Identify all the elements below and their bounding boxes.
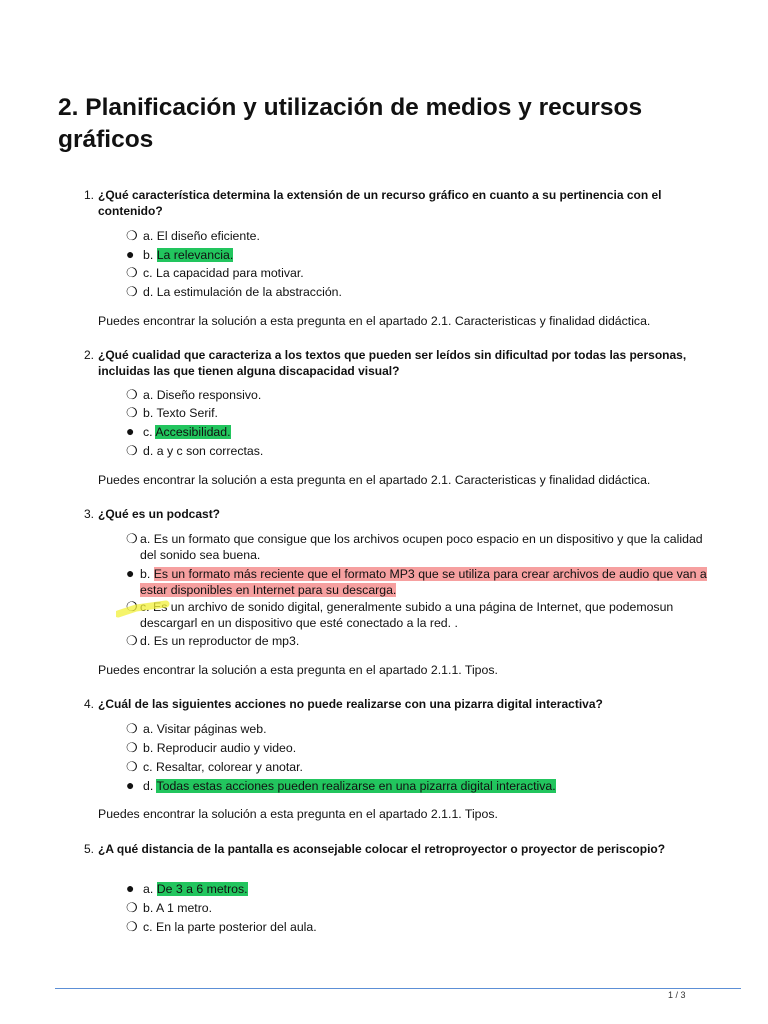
hint-text: Puedes encontrar la solución a esta pregunta en el apartado 2.1. Caracteristicas y finalidad didáctica. xyxy=(98,314,651,328)
radio-filled-icon: ● xyxy=(126,565,135,581)
radio-empty-icon: ❍ xyxy=(126,228,138,243)
page-number: 1 / 3 xyxy=(668,990,686,1000)
hint-text: Puedes encontrar la solución a esta pregunta en el apartado 2.1. Caracteristicas y finalidad didáctica. xyxy=(98,473,651,487)
question-text: ¿Qué cualidad que caracteriza a los textos que pueden ser leídos sin dificultad por todas las personas, incluidas las que tienen alguna discapacidad visual? xyxy=(98,348,687,378)
radio-filled-icon: ● xyxy=(126,246,135,262)
radio-empty-icon: ❍ xyxy=(126,531,138,546)
correct-answer-highlight: De 3 a 6 metros. xyxy=(156,882,248,896)
question-number: 4. xyxy=(84,697,95,711)
radio-empty-icon: ❍ xyxy=(126,405,138,420)
question-text: ¿Qué es un podcast? xyxy=(98,507,221,521)
correct-answer-highlight: Accesibilidad. xyxy=(155,425,231,439)
question-number: 5. xyxy=(84,842,95,856)
radio-empty-icon: ❍ xyxy=(126,919,138,934)
footer-divider xyxy=(55,988,741,989)
wrong-answer-highlight: Es un formato más reciente que el formato MP3 que se utiliza para crear archivos de audio que van a estar disponibles en Internet para su descarga. xyxy=(140,567,707,597)
radio-empty-icon: ❍ xyxy=(126,759,138,774)
radio-empty-icon: ❍ xyxy=(126,900,138,915)
radio-filled-icon: ● xyxy=(126,880,135,896)
question-text: ¿Cuál de las siguientes acciones no puede realizarse con una pizarra digital interactiva? xyxy=(98,697,603,711)
radio-empty-icon: ❍ xyxy=(126,633,138,648)
radio-filled-icon: ● xyxy=(126,423,135,439)
hint-text: Puedes encontrar la solución a esta pregunta en el apartado 2.1.1. Tipos. xyxy=(98,807,498,821)
correct-answer-highlight: Todas estas acciones pueden realizarse en una pizarra digital interactiva. xyxy=(156,779,556,793)
radio-empty-icon: ❍ xyxy=(126,387,138,402)
radio-empty-icon: ❍ xyxy=(126,599,138,614)
page-title: 2. Planificación y utilización de medios y recursos gráficos xyxy=(58,94,643,153)
question-number: 1. xyxy=(84,188,95,202)
question-text: ¿A qué distancia de la pantalla es aconsejable colocar el retroproyector o proyector de periscopio? xyxy=(98,842,666,856)
question-number: 3. xyxy=(84,507,95,521)
radio-empty-icon: ❍ xyxy=(126,721,138,736)
radio-empty-icon: ❍ xyxy=(126,740,138,755)
question-text: ¿Qué característica determina la extensión de un recurso gráfico en cuanto a su pertinencia con el contenido? xyxy=(98,188,662,218)
correct-answer-highlight: La relevancia. xyxy=(156,248,234,262)
hint-text: Puedes encontrar la solución a esta pregunta en el apartado 2.1.1. Tipos. xyxy=(98,663,498,677)
radio-empty-icon: ❍ xyxy=(126,265,138,280)
highlighter-mark xyxy=(116,600,176,618)
radio-empty-icon: ❍ xyxy=(126,284,138,299)
radio-empty-icon: ❍ xyxy=(126,443,138,458)
radio-filled-icon: ● xyxy=(126,777,135,793)
question-number: 2. xyxy=(84,348,95,362)
